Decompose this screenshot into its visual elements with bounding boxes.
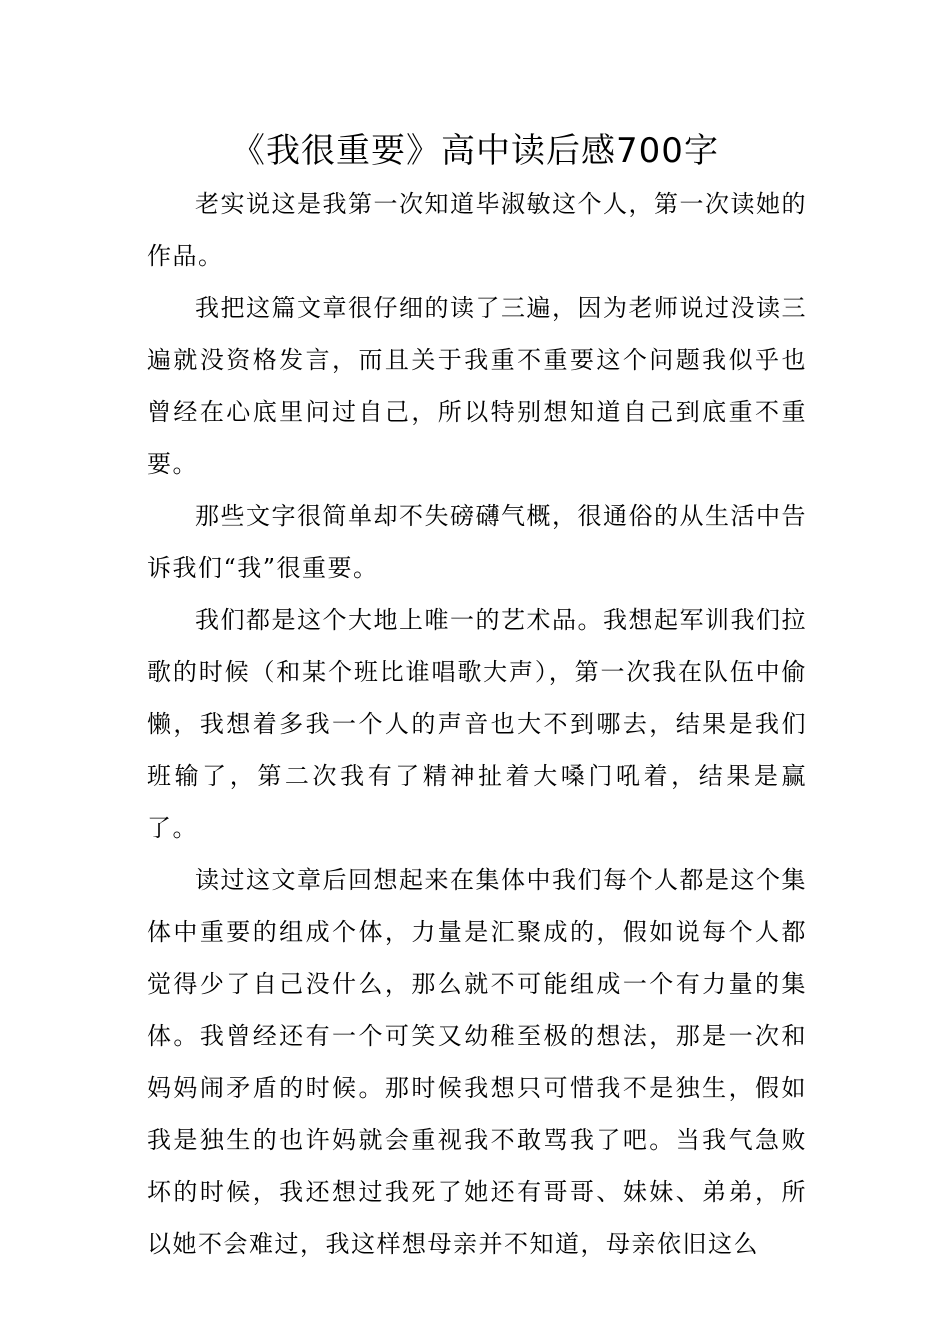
paragraph: 我们都是这个大地上唯一的艺术品。我想起军训我们拉歌的时候（和某个班比谁唱歌大声），第一次我在队伍中偷懒，我想着多我一个人的声音也大不到哪去，结果是我们班输了，第二次我有了精神扯着大嗓门吼着，结果是赢了。 (147, 606, 807, 842)
document-title: 《我很重要》高中读后感700字 (231, 131, 719, 171)
paragraph: 老实说这是我第一次知道毕淑敏这个人，第一次读她的作品。 (147, 190, 807, 270)
paragraph: 读过这文章后回想起来在集体中我们每个人都是这个集体中重要的组成个体，力量是汇聚成的，假如说每个人都觉得少了自己没什么，那么就不可能组成一个有力量的集体。我曾经还有一个可笑又幼稚至极的想法，那是一次和妈妈闹矛盾的时候。那时候我想只可惜我不是独生，假如我是独生的也许妈就会重视我不敢骂我了吧。当我气急败坏的时候，我还想过我死了她还有哥哥、妹妹、弟弟，所以她不会难过，我这样想母亲并不知道，母亲依旧这么 (147, 866, 807, 1258)
document-body (147, 178, 807, 1270)
paragraph: 那些文字很简单却不失磅礴气概，很通俗的从生活中告诉我们“我”很重要。 (147, 502, 807, 582)
paragraph: 我把这篇文章很仔细的读了三遍，因为老师说过没读三遍就没资格发言，而且关于我重不重要这个问题我似乎也曾经在心底里问过自己，所以特别想知道自己到底重不重要。 (147, 294, 807, 478)
